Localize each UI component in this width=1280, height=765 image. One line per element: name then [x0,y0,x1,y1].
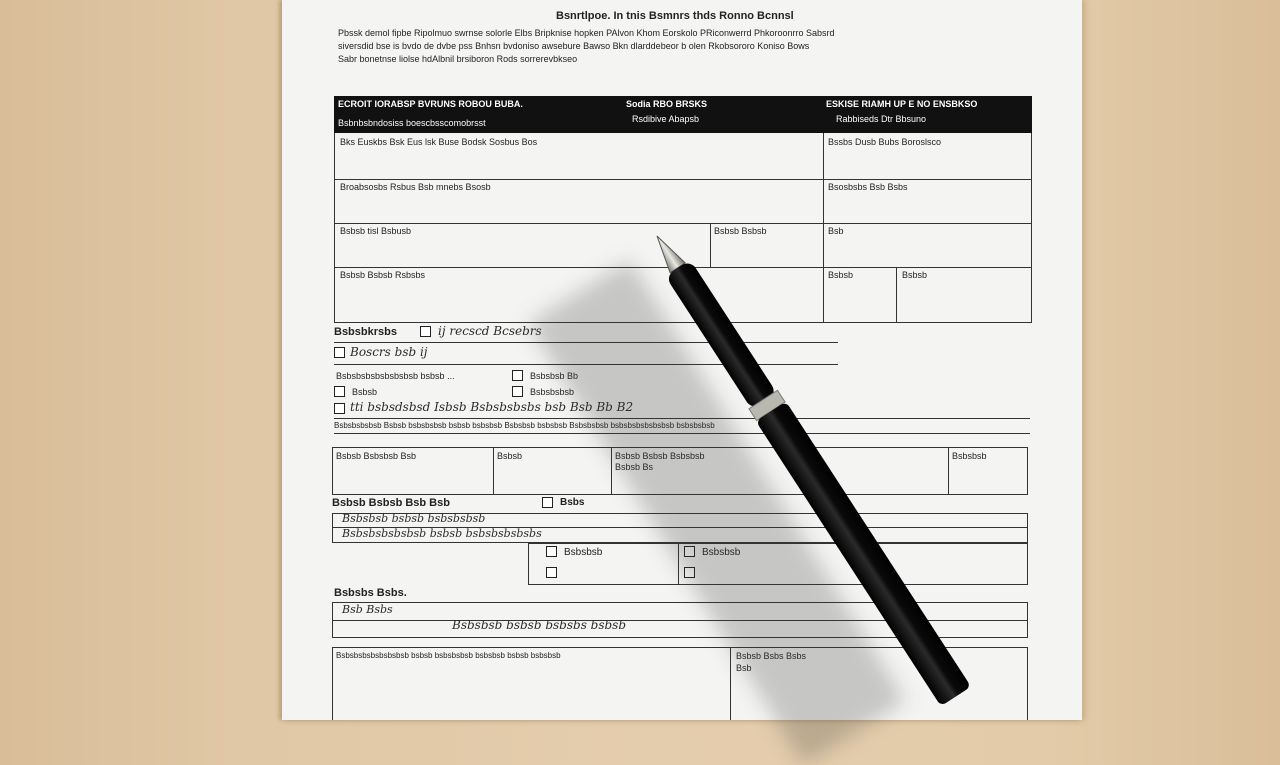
field-label: Broabsosbs Rsbus Bsb mnebs Bsosb [340,182,491,192]
field-label: Bsbsb Bsbsb Bsbsbsb [615,451,705,461]
header-mid-2: Rsdibive Abapsb [632,114,700,124]
pen-barrel [756,401,971,706]
intro-line-2: siversdid bse is bvdo de dvbe pss Bnhsn bvdoniso awsebure Bawso Bkn dlarddebeor b olen Rkobsororo Koniso Bows [338,41,810,51]
section-1-footer: Bsbsbsbsbsb Bsbsb bsbsbsbsb bsbsb bsbsbsb Bsbsbsb bsbsbsb Bsbsbsbsb bsbsbsbsbsbsbsb bsbsbsbsb [334,421,715,430]
field-label: Bsbsbsb Bb [530,371,579,381]
header-mid-1: Sodia RBO BRSKS [626,99,708,109]
header-left-1: ECROIT IORABSP BVRUNS ROBOU BUBA. [338,99,523,109]
field-label: Bsbsbsb [952,451,987,461]
field-label: Bsbsbsb [564,547,603,558]
section-3-label: Bsbsbs Bsbs. [334,587,407,599]
field-label: Bsbsb Bsbsb [714,226,767,236]
field-label: Bks Euskbs Bsk Eus lsk Buse Bodsk Sosbus Bos [340,137,538,147]
field-label: Bsbsb [352,387,378,397]
handwriting: Bsbsbsb bsbsb bsbsbs bsbsb [452,618,627,632]
handwriting: ij recscd Bcsebrs [438,324,542,338]
intro-line-3: Sabr bonetnse liolse hdAlbnil brsiboron Rods sorrerevbkseo [338,54,578,64]
header-right-2: Rabbiseds Dtr Bbsuno [836,114,927,124]
field-label: Bsbsb [902,270,928,280]
section-1-label: Bsbsbkrsbs [334,326,397,338]
form-title: Bsnrtlpoe. In tnis Bsmnrs thds Ronno Bcnnsl [556,10,794,22]
handwriting: Bsb Bsbs [342,603,393,616]
field-label: Bsbsbsbsbsbsbsbsb bsbsb ... [336,371,455,381]
header-left-2: Bsbnbsbndosiss boescbsscomobrsst [338,118,486,128]
handwriting: Bsbsbsbsbsbsb bsbsb bsbsbsbsbsbs [342,527,542,540]
field-label: Bsbsb Bsbs Bsbs [736,651,807,661]
field-label: Bsbsb Bsbsbsb Bsb [336,451,417,461]
field-label: Bsbs [560,497,585,508]
field-label: Bssbs Dusb Bubs Boroslsco [828,137,942,147]
field-label: Bsb [736,663,752,673]
pen-grip [665,260,777,411]
field-label: Bsbsb [497,451,523,461]
pen-body [642,226,971,706]
field-label: Bsbsb Bsbsb Rsbsbs [340,270,426,280]
field-label: Bsbsbsb [702,547,741,558]
intro-line-1: Pbssk demol fipbe Ripolmuo swrnse solorle Elbs Bripknise hopken PAlvon Khom Eorskolo PRiconwerrd Phkoroonrro Sabsrd [338,28,835,38]
handwriting: Boscrs bsb ij [350,345,428,359]
handwriting: Bsbsbsb bsbsb bsbsbsbsb [342,512,486,525]
handwriting: tti bsbsdsbsd Isbsb Bsbsbsbsbs bsb Bsb Bb B2 [350,400,634,414]
field-label: Bsbsb tisl Bsbusb [340,226,412,236]
field-label: Bsbsb [828,270,854,280]
field-label: Bsbsb Bs [615,462,654,472]
header-right-1: ESKISE RIAMH UP E NO ENSBKSO [826,99,978,109]
field-label: Bsbsbsbsb [530,387,575,397]
section-2-label: Bsbsb Bsbsb Bsb Bsb [332,497,450,509]
field-label: Bsosbsbs Bsb Bsbs [828,182,908,192]
field-label: Bsb [828,226,844,236]
field-label: Bsbsbsbsbsbsbsbsb bsbsb bsbsbsbsb bsbsbsb bsbsb bsbsbsb [336,651,561,660]
